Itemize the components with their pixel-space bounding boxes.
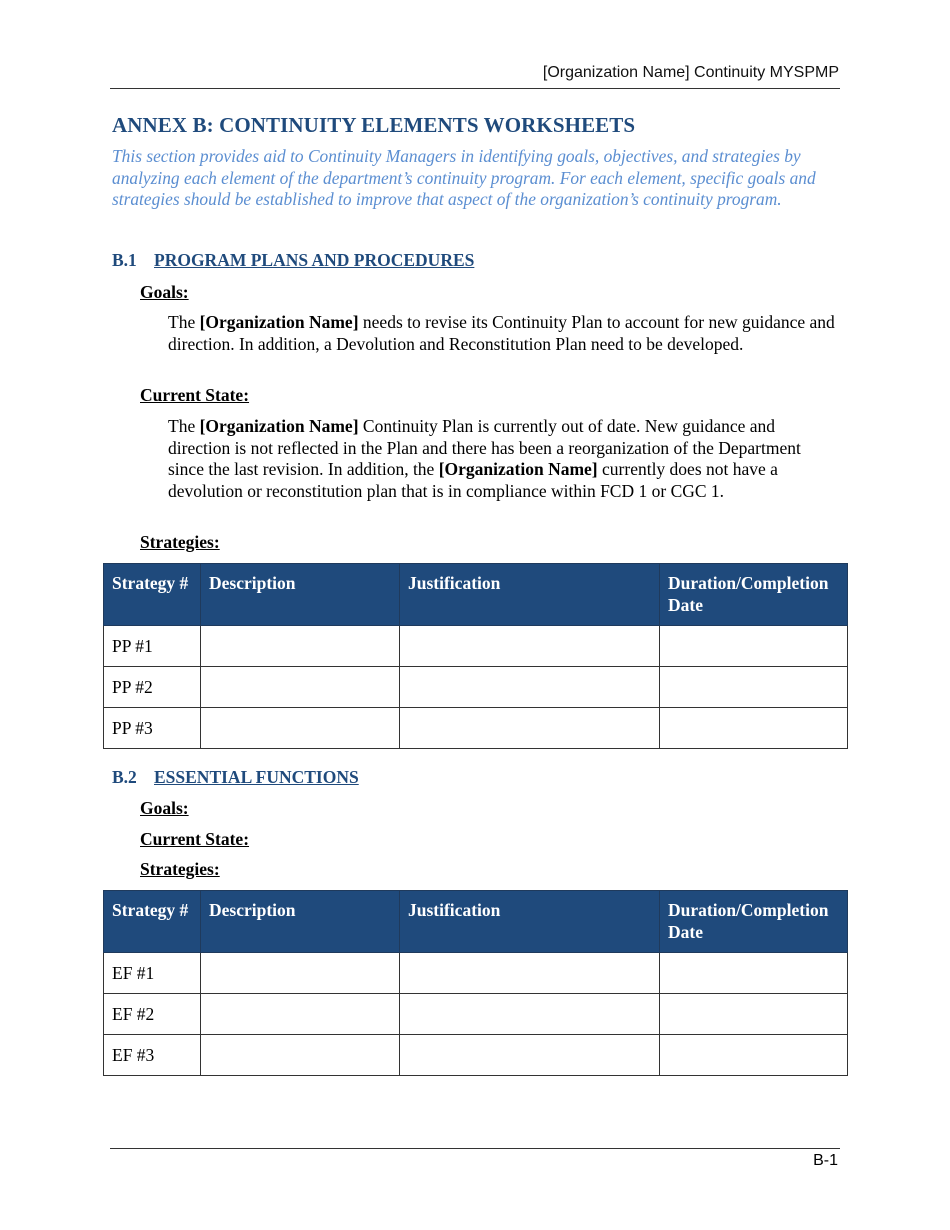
- header-divider: [110, 88, 840, 89]
- justification-cell[interactable]: [400, 1035, 660, 1076]
- strategy-id-cell: PP #2: [104, 667, 201, 708]
- goals-label: Goals:: [140, 798, 189, 818]
- strategy-id-cell: EF #1: [104, 953, 201, 994]
- column-header-duration: Duration/Completion Date: [660, 564, 848, 626]
- column-header-description: Description: [201, 891, 400, 953]
- column-header-justification: Justification: [400, 891, 660, 953]
- org-name-placeholder: [Organization Name]: [199, 416, 359, 436]
- column-header-strategy: Strategy #: [104, 564, 201, 626]
- goals-label: Goals:: [140, 282, 189, 302]
- goals-text: The [Organization Name] needs to revise its Continuity Plan to account for new guidance and direction. In addition, a Devolution and Reconstitution Plan need to be developed.: [168, 312, 835, 354]
- justification-cell[interactable]: [400, 667, 660, 708]
- page-header: [Organization Name] Continuity MYSPMP: [542, 64, 839, 81]
- duration-cell[interactable]: [660, 994, 848, 1035]
- section-title: ESSENTIAL FUNCTIONS: [154, 767, 359, 787]
- page-number: B-1: [813, 1152, 838, 1169]
- table-row: [104, 953, 848, 994]
- justification-cell[interactable]: [400, 626, 660, 667]
- strategy-id-cell: EF #3: [104, 1035, 201, 1076]
- section-number: B.2: [112, 767, 137, 787]
- duration-cell[interactable]: [660, 667, 848, 708]
- strategy-id-cell: PP #1: [104, 626, 201, 667]
- table-row: [104, 667, 848, 708]
- current-state-label: Current State:: [140, 385, 250, 405]
- section-heading-b2: [112, 767, 359, 788]
- strategy-id-cell: PP #3: [104, 708, 201, 749]
- table-row: [104, 1035, 848, 1076]
- current-state-text: The [Organization Name] Continuity Plan is currently out of date. New guidance and direction is not reflected in the Plan and there has been a reorganization of the Department since the last revision. In addition, the [Organization Name] currently does not have a devolution or reconstitution plan that is in compliance within FCD 1 or CGC 1.: [168, 416, 801, 501]
- strategies-table-b2: [103, 890, 848, 1076]
- duration-cell[interactable]: [660, 953, 848, 994]
- section-title: PROGRAM PLANS AND PROCEDURES: [154, 250, 475, 270]
- strategies-table-b1: [103, 563, 848, 749]
- table-header-row: [104, 891, 848, 953]
- description-cell[interactable]: [201, 626, 400, 667]
- org-name-placeholder: [Organization Name]: [438, 459, 598, 479]
- table-row: [104, 994, 848, 1035]
- strategies-label: Strategies:: [140, 532, 220, 552]
- description-cell[interactable]: [201, 667, 400, 708]
- column-header-description: Description: [201, 564, 400, 626]
- footer-divider: [110, 1148, 840, 1149]
- duration-cell[interactable]: [660, 626, 848, 667]
- justification-cell[interactable]: [400, 994, 660, 1035]
- column-header-duration: Duration/Completion Date: [660, 891, 848, 953]
- annex-intro: This section provides aid to Continuity Managers in identifying goals, objectives, and strategies by analyzing each element of the department’s continuity program. For each element, specific goals and strategies should be established to improve that aspect of the organization’s continuity program.: [112, 146, 816, 209]
- duration-cell[interactable]: [660, 1035, 848, 1076]
- duration-cell[interactable]: [660, 708, 848, 749]
- strategies-label: Strategies:: [140, 859, 220, 879]
- current-state-label: Current State:: [140, 829, 250, 849]
- column-header-strategy: Strategy #: [104, 891, 201, 953]
- org-name-placeholder: [Organization Name]: [199, 312, 359, 332]
- justification-cell[interactable]: [400, 953, 660, 994]
- section-number: B.1: [112, 250, 137, 270]
- section-heading-b1: [112, 250, 474, 271]
- table-row: [104, 626, 848, 667]
- table-row: [104, 708, 848, 749]
- strategy-id-cell: EF #2: [104, 994, 201, 1035]
- description-cell[interactable]: [201, 994, 400, 1035]
- table-header-row: [104, 564, 848, 626]
- description-cell[interactable]: [201, 708, 400, 749]
- description-cell[interactable]: [201, 953, 400, 994]
- column-header-justification: Justification: [400, 564, 660, 626]
- description-cell[interactable]: [201, 1035, 400, 1076]
- annex-title: ANNEX B: CONTINUITY ELEMENTS WORKSHEETS: [112, 113, 636, 137]
- justification-cell[interactable]: [400, 708, 660, 749]
